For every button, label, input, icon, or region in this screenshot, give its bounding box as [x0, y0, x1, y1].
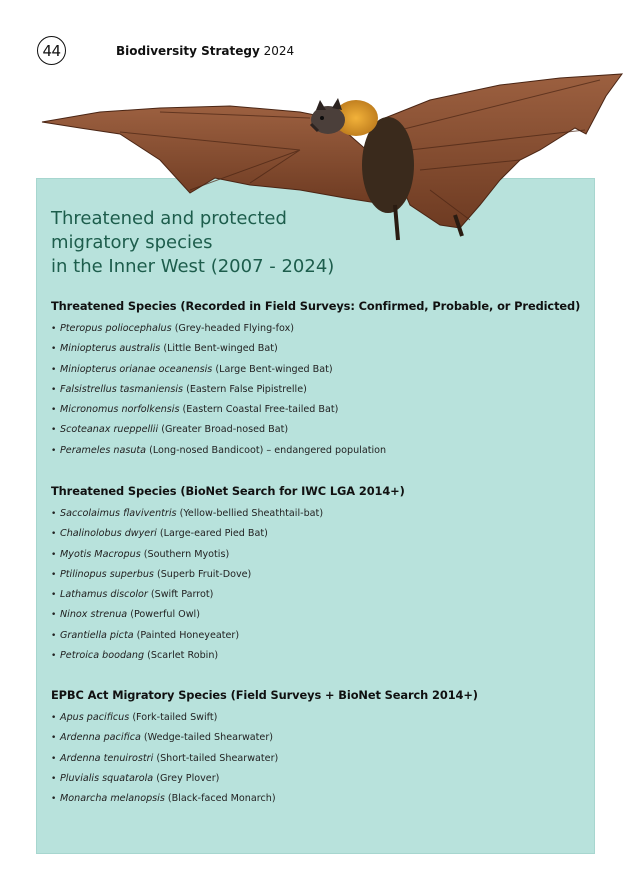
page-heading — [51, 207, 351, 279]
list-item: • Myotis Macropus (Southern Myotis) — [51, 545, 591, 565]
list-item: • Miniopterus australis (Little Bent-winged Bat) — [51, 339, 591, 359]
right-wing — [380, 74, 622, 228]
section-epbc-migratory — [51, 688, 591, 809]
list-item: • Ardenna pacifica (Wedge-tailed Shearwater) — [51, 728, 591, 748]
section-bionet-search — [51, 484, 591, 666]
section-title: EPBC Act Migratory Species (Field Surveys + BioNet Search 2014+) — [51, 688, 478, 702]
species-list — [51, 504, 591, 666]
list-item: • Scoteanax rueppellii (Greater Broad-nosed Bat) — [51, 420, 591, 440]
species-list — [51, 708, 591, 809]
list-item: • Lathamus discolor (Swift Parrot) — [51, 585, 591, 605]
list-item: • Saccolaimus flaviventris (Yellow-bellied Sheathtail-bat) — [51, 504, 591, 524]
list-item: • Apus pacificus (Fork-tailed Swift) — [51, 708, 591, 728]
document-title-name: Biodiversity Strategy — [116, 44, 260, 58]
species-list — [51, 319, 591, 461]
list-item: • Monarcha melanopsis (Black-faced Monarch) — [51, 789, 591, 809]
list-item: • Pluvialis squatarola (Grey Plover) — [51, 769, 591, 789]
list-item: • Ardenna tenuirostri (Short-tailed Shearwater) — [51, 749, 591, 769]
list-item: • Chalinolobus dwyeri (Large-eared Pied Bat) — [51, 524, 591, 544]
list-item: • Miniopterus orianae oceanensis (Large Bent-winged Bat) — [51, 360, 591, 380]
heading-line: Threatened and protected — [51, 208, 287, 229]
list-item: • Grantiella picta (Painted Honeyeater) — [51, 626, 591, 646]
list-item: • Falsistrellus tasmaniensis (Eastern False Pipistrelle) — [51, 380, 591, 400]
document-title-year: 2024 — [263, 44, 295, 58]
heading-line: in the Inner West (2007 - 2024) — [51, 256, 335, 277]
section-field-surveys — [51, 299, 591, 461]
section-title: Threatened Species (Recorded in Field Surveys: Confirmed, Probable, or Predicted) — [51, 299, 581, 313]
list-item: • Micronomus norfolkensis (Eastern Coastal Free-tailed Bat) — [51, 400, 591, 420]
section-title: Threatened Species (BioNet Search for IWC LGA 2014+) — [51, 484, 405, 498]
list-item: • Pteropus poliocephalus (Grey-headed Flying-fox) — [51, 319, 591, 339]
list-item: • Perameles nasuta (Long-nosed Bandicoot) – endangered population — [51, 441, 591, 461]
list-item: • Ninox strenua (Powerful Owl) — [51, 605, 591, 625]
heading-line: migratory species — [51, 232, 213, 253]
page-number: 44 — [37, 36, 66, 65]
list-item: • Ptilinopus superbus (Superb Fruit-Dove) — [51, 565, 591, 585]
list-item: • Petroica boodang (Scarlet Robin) — [51, 646, 591, 666]
